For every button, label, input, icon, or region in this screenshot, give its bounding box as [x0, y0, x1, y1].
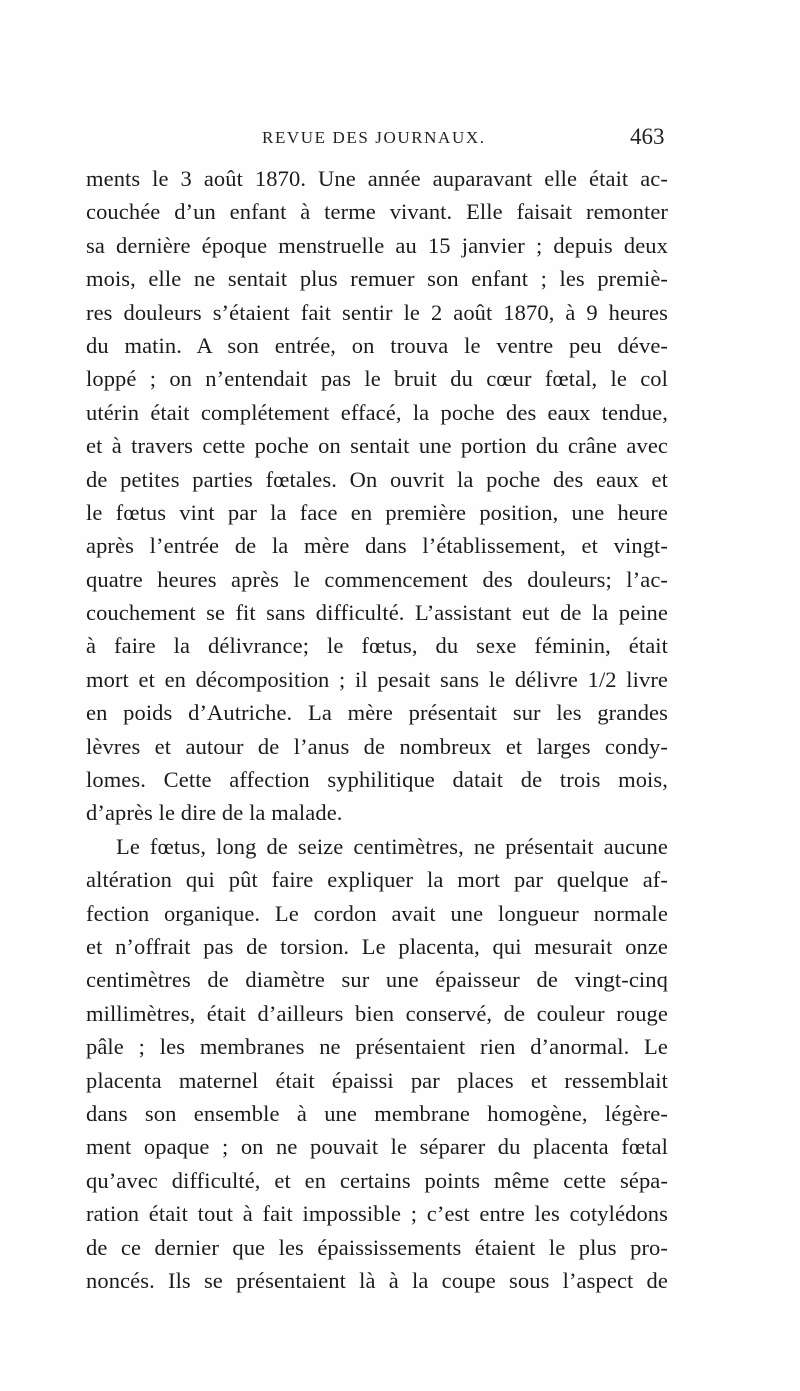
text-line: ment opaque ; on ne pouvait le séparer du placenta fœtal — [86, 1134, 668, 1160]
running-title: REVUE DES JOURNAUX. — [262, 128, 486, 147]
text-line: pâle ; les membranes ne présentaient rien d’anormal. Le — [86, 1034, 668, 1060]
text-line: Le fœtus, long de seize centimètres, ne présentait aucune — [116, 833, 668, 859]
text-line: à faire la délivrance; le fœtus, du sexe féminin, était — [86, 633, 668, 659]
running-head — [0, 124, 800, 158]
paragraph-1 — [86, 162, 668, 830]
text-line: mort et en décomposition ; il pesait sans le délivre 1/2 livre — [86, 666, 668, 692]
paragraph-2 — [86, 830, 668, 1297]
text-line: centimètres de diamètre sur une épaisseur de vingt-cinq — [86, 967, 668, 993]
text-line: fection organique. Le cordon avait une longueur normale — [86, 900, 668, 926]
text-line: ments le 3 août 1870. Une année auparavant elle était ac- — [86, 166, 668, 191]
text-line: de ce dernier que les épaississements étaient le plus pro- — [86, 1234, 668, 1260]
text-line: après l’entrée de la mère dans l’établissement, et vingt- — [86, 533, 668, 559]
text-line: de petites parties fœtales. On ouvrit la poche des eaux et — [86, 466, 668, 492]
body-text — [86, 162, 668, 1297]
text-line: et n’offrait pas de torsion. Le placenta, qui mesurait onze — [86, 933, 668, 959]
text-line: le fœtus vint par la face en première position, une heure — [86, 499, 668, 525]
text-line: ration était tout à fait impossible ; c’est entre les cotylédons — [86, 1201, 668, 1227]
text-line: placenta maternel était épaissi par places et ressemblait — [86, 1067, 668, 1093]
text-line: mois, elle ne sentait plus remuer son enfant ; les premiè- — [86, 266, 668, 292]
text-line: en poids d’Autriche. La mère présentait sur les grandes — [86, 700, 668, 726]
text-line: et à travers cette poche on sentait une portion du crâne avec — [86, 433, 668, 459]
text-line: lomes. Cette affection syphilitique datait de trois mois, — [86, 767, 668, 793]
text-line: dans son ensemble à une membrane homogène, légère- — [86, 1100, 668, 1126]
text-line: loppé ; on n’entendait pas le bruit du cœur fœtal, le col — [86, 366, 668, 392]
text-line: d’après le dire de la malade. — [86, 800, 343, 826]
text-line: lèvres et autour de l’anus de nombreux et larges condy- — [86, 733, 668, 759]
page-number: 463 — [630, 124, 665, 149]
text-line: qu’avec difficulté, et en certains points même cette sépa- — [86, 1167, 668, 1193]
text-line: couchée d’un enfant à terme vivant. Elle faisait remonter — [86, 199, 668, 225]
text-line: quatre heures après le commencement des douleurs; l’ac- — [86, 566, 668, 592]
text-line: altération qui pût faire expliquer la mort par quelque af- — [86, 867, 668, 893]
text-line: res douleurs s’étaient fait sentir le 2 août 1870, à 9 heures — [86, 299, 668, 325]
text-line: du matin. A son entrée, on trouva le ventre peu déve- — [86, 332, 668, 358]
text-line: couchement se fit sans difficulté. L’assistant eut de la peine — [86, 600, 668, 626]
text-line: millimètres, était d’ailleurs bien conservé, de couleur rouge — [86, 1000, 668, 1026]
text-line: sa dernière époque menstruelle au 15 janvier ; depuis deux — [86, 232, 668, 258]
text-line: noncés. Ils se présentaient là à la coupe sous l’aspect de — [86, 1267, 668, 1293]
text-line: utérin était complétement effacé, la poche des eaux tendue, — [86, 399, 668, 425]
